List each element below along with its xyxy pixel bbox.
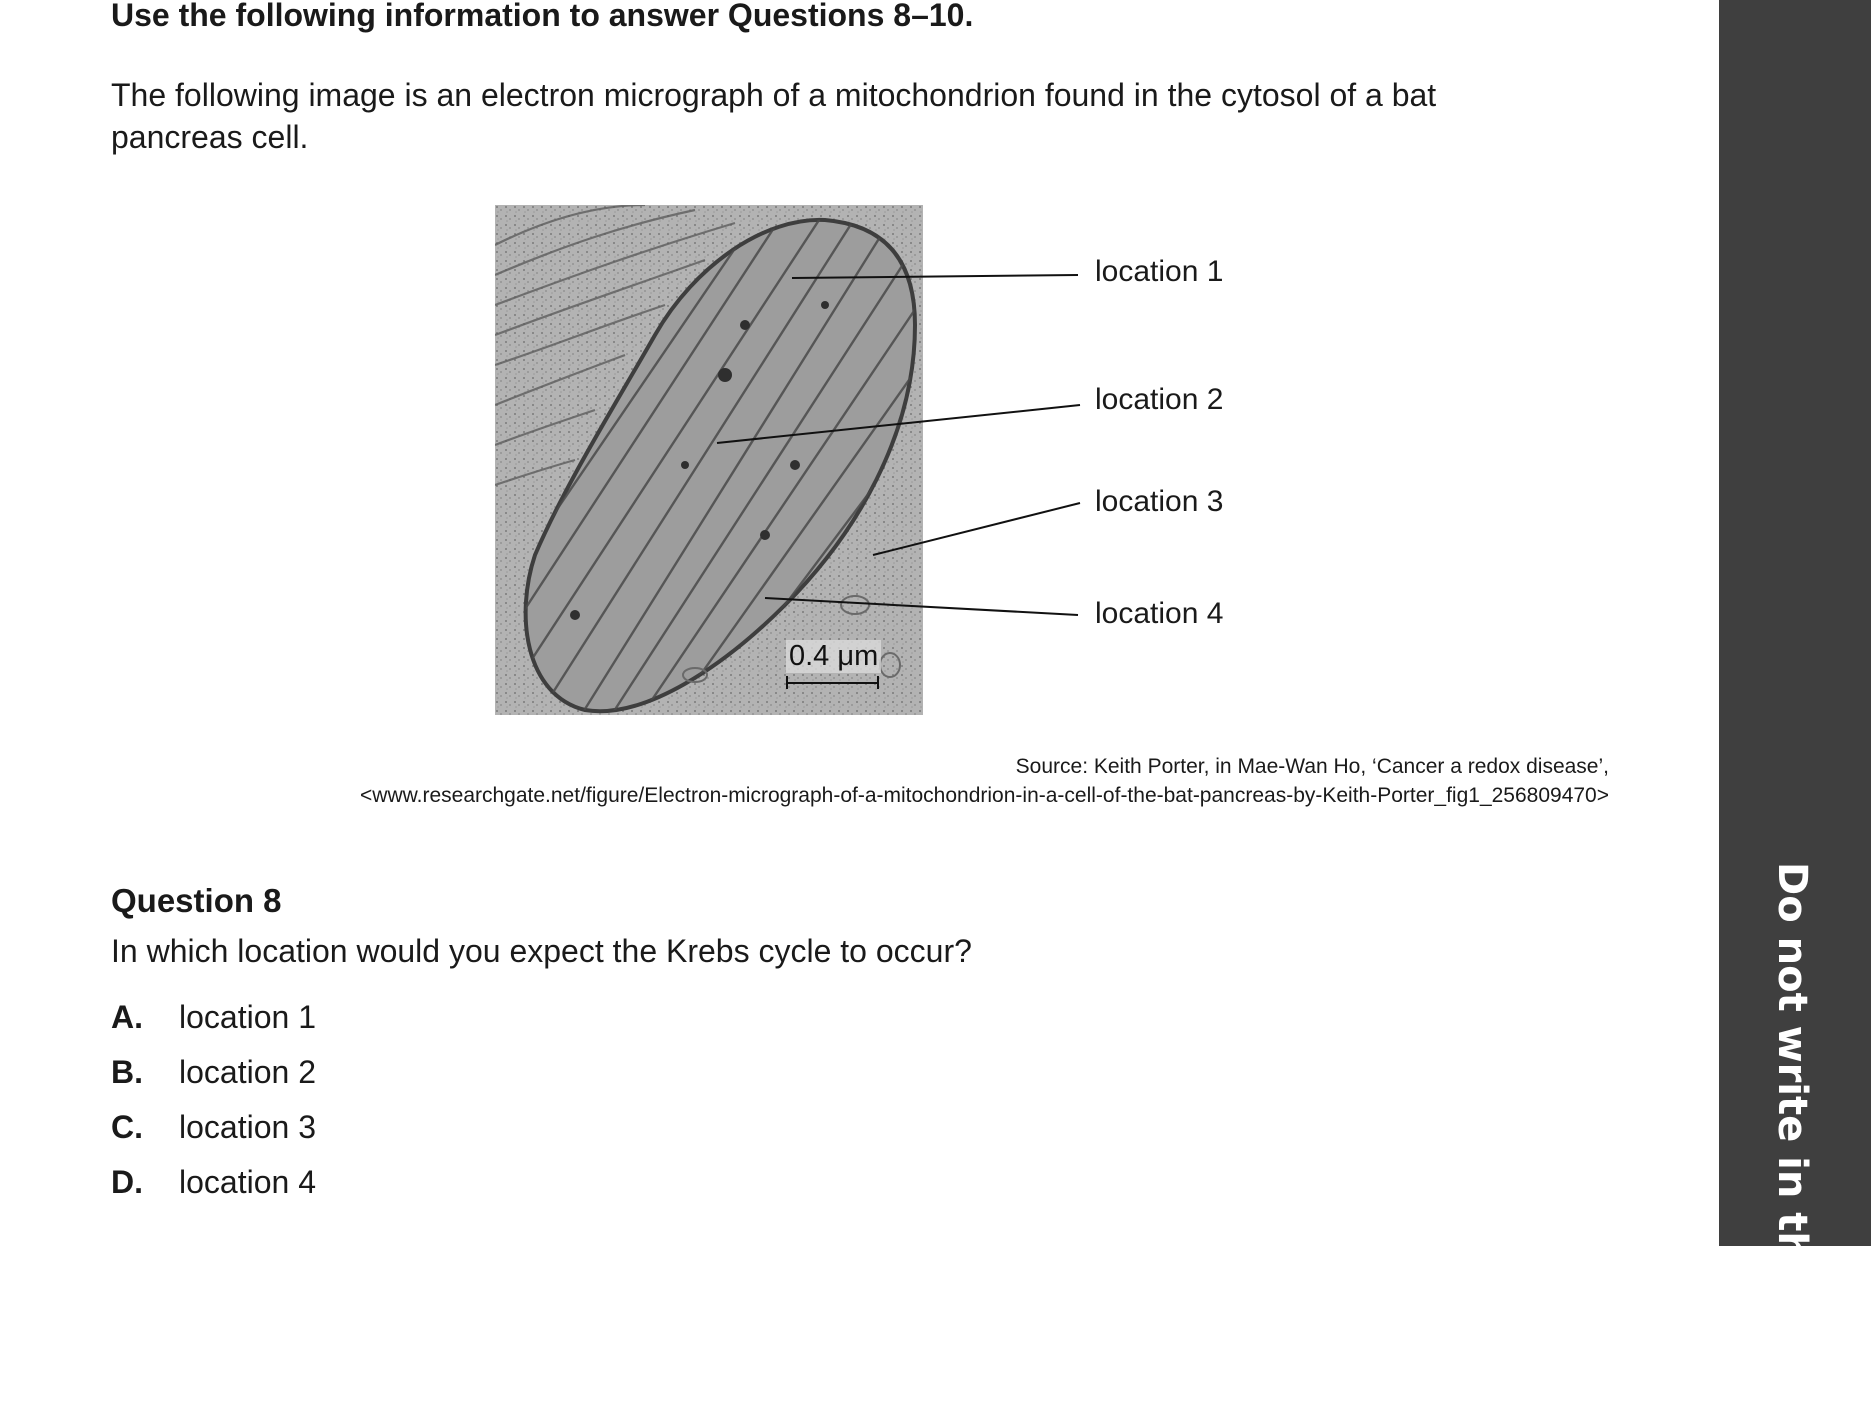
answer-options [111,990,316,1210]
micrograph-figure [495,205,1255,725]
location-1-label: location 1 [1095,255,1224,288]
option-a[interactable] [111,990,316,1045]
instruction-heading: Use the following information to answer Questions 8–10. [111,0,974,33]
source-line-2: <www.researchgate.net/figure/Electron-micrograph-of-a-mitochondrion-in-a-cell-of-the-bat-pancreas-by-Keith-Porter_fig1_256809470> [360,784,1609,807]
location-3-label: location 3 [1095,485,1224,518]
electron-micrograph [495,205,923,715]
location-4-label: location 4 [1095,597,1224,630]
stimulus-text: The following image is an electron micrograph of a mitochondrion found in the cytosol of a bat pancreas cell. [111,77,1437,155]
source-line-1: Source: Keith Porter, in Mae-Wan Ho, ‘Cancer a redox disease’, [1015,755,1609,778]
option-text: location 3 [179,1109,316,1145]
source-citation [360,752,1609,810]
option-letter: C. [111,1109,143,1145]
margin-warning: Do not write in this area [1769,862,1815,1412]
option-letter: B. [111,1054,143,1090]
option-text: location 1 [179,999,316,1035]
option-b[interactable] [111,1045,316,1100]
question-text: In which location would you expect the Krebs cycle to occur? [111,933,972,969]
option-letter: A. [111,999,143,1035]
question-title: Question 8 [111,882,282,919]
location-2-label: location 2 [1095,383,1224,416]
scale-bar [785,675,880,689]
option-letter: D. [111,1164,143,1200]
option-d[interactable] [111,1155,316,1210]
scale-label: 0.4 μm [786,640,881,673]
option-c[interactable] [111,1100,316,1155]
option-text: location 2 [179,1054,316,1090]
option-text: location 4 [179,1164,316,1200]
